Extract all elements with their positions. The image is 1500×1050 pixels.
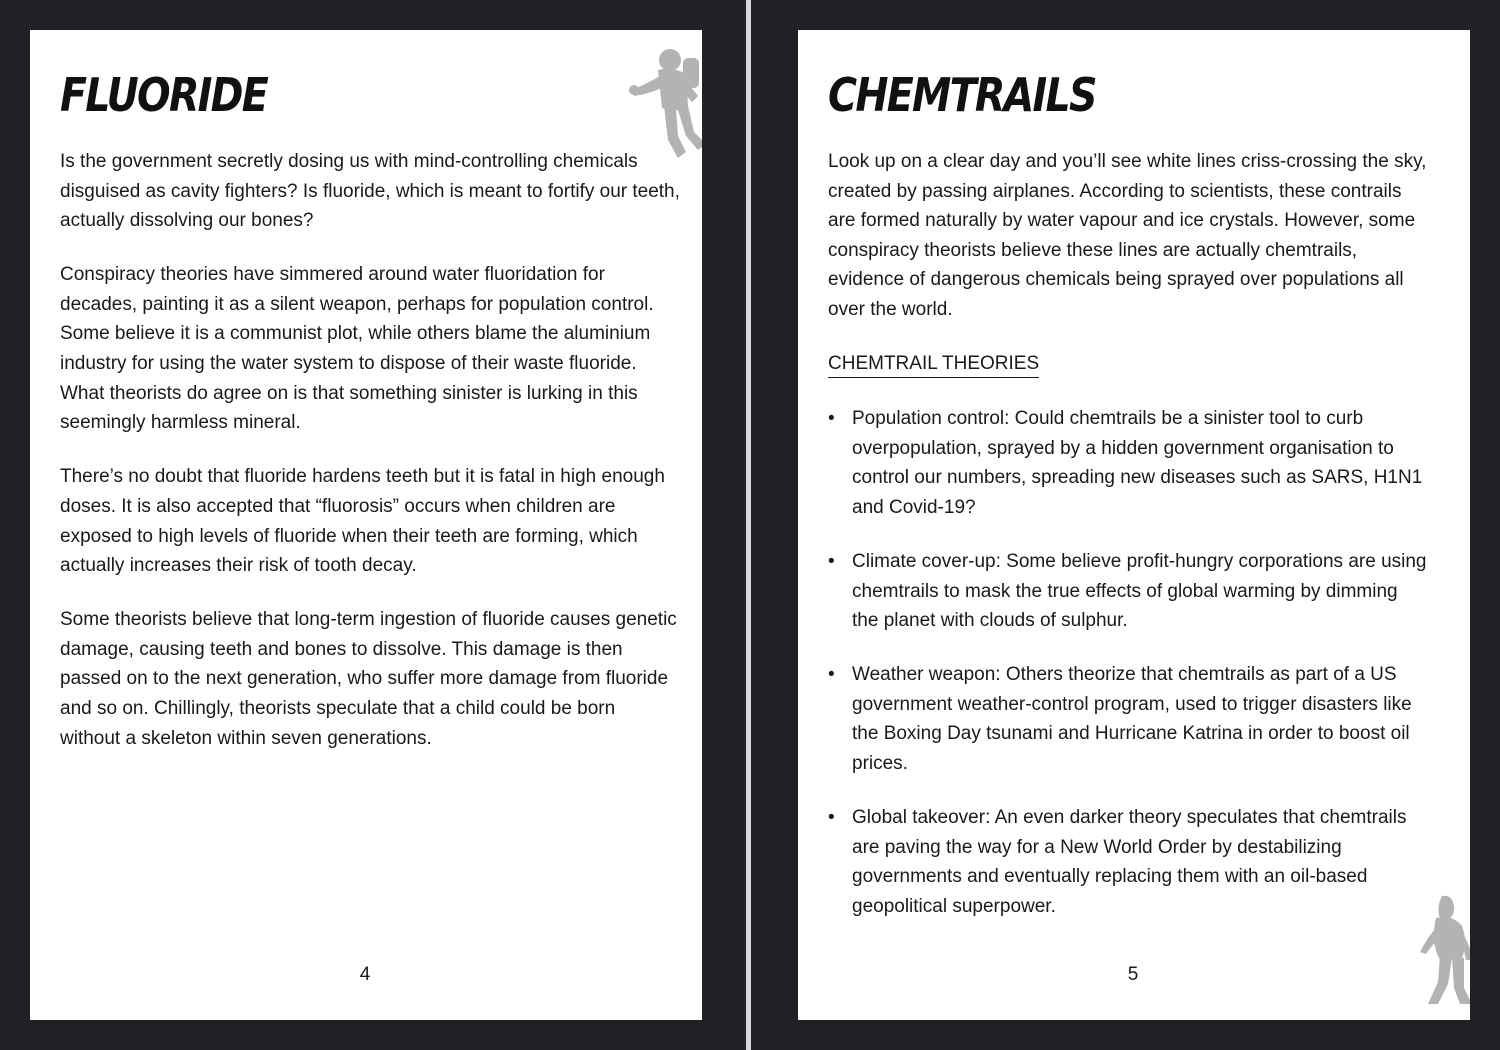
bullet-icon: • [828, 664, 835, 686]
page-title: CHEMTRAILS [828, 68, 1096, 122]
list-item [828, 404, 1428, 522]
bigfoot-icon [1418, 892, 1470, 1010]
bullet-icon: • [828, 408, 835, 430]
paragraph: Is the government secretly dosing us with mind-controlling chemicals disguised as cavity fighters? Is fluoride, which is meant to fortify our teeth, actually dissolving our bones? [60, 151, 680, 232]
section-heading: CHEMTRAIL THEORIES [828, 350, 1039, 378]
bullet-icon: • [828, 550, 835, 572]
list-item-text: Climate cover-up: Some believe profit-hungry corporations are using chemtrails to mask the true effects of global warming by dimming the planet with clouds of sulphur. [852, 550, 1427, 632]
paragraph: Some theorists believe that long-term ingestion of fluoride causes genetic damage, causing teeth and bones to dissolve. This damage is then passed on to the next generation, who suffer more damage from fluoride and so on. Chillingly, theorists speculate that a child could be born without a skeleton within seven generations. [60, 609, 677, 749]
page-title: FLUORIDE [60, 68, 268, 122]
book-gutter [746, 0, 751, 1050]
fluoride-article [60, 147, 680, 778]
left-page [30, 30, 702, 1020]
right-page [798, 30, 1470, 1020]
page-number: 5 [1127, 964, 1139, 985]
theory-list [828, 404, 1428, 921]
bullet-icon: • [828, 807, 835, 829]
list-item-text: Population control: Could chemtrails be a sinister tool to curb overpopulation, sprayed by a hidden government organisation to control our numbers, spreading new diseases such as SARS, H1N1 and Covid-19? [852, 408, 1423, 518]
paragraph: Look up on a clear day and you’ll see white lines criss-crossing the sky, created by passing airplanes. According to scientists, these contrails are formed naturally by water vapour and ice crystals. However, some conspiracy theorists believe these lines are actually chemtrails, evidence of dangerous chemicals being sprayed over populations all over the world. [828, 151, 1427, 320]
list-item-text: Weather weapon: Others theorize that chemtrails as part of a US government weather-control program, used to trigger disasters like the Boxing Day tsunami and Hurricane Katrina in order to boost oil prices. [852, 664, 1412, 774]
list-item [828, 547, 1428, 636]
chemtrails-article [828, 147, 1428, 946]
list-item [828, 803, 1428, 921]
paragraph: There’s no doubt that fluoride hardens teeth but it is fatal in high enough doses. It is also accepted that “fluorosis” occurs when children are exposed to high levels of fluoride when their teeth are forming, which actually increases their risk of tooth decay. [60, 466, 665, 577]
paragraph: Conspiracy theories have simmered around water fluoridation for decades, painting it as a silent weapon, perhaps for population control. Some believe it is a communist plot, while others blame the aluminium industry for using the water system to dispose of their waste fluoride. What theorists do agree on is that something sinister is lurking in this seemingly harmless mineral. [60, 264, 654, 434]
page-number: 4 [359, 964, 371, 985]
list-item [828, 660, 1428, 778]
list-item-text: Global takeover: An even darker theory speculates that chemtrails are paving the way for a New World Order by destabilizing governments and eventually replacing them with an oil-based geopolitical superpower. [852, 807, 1407, 917]
